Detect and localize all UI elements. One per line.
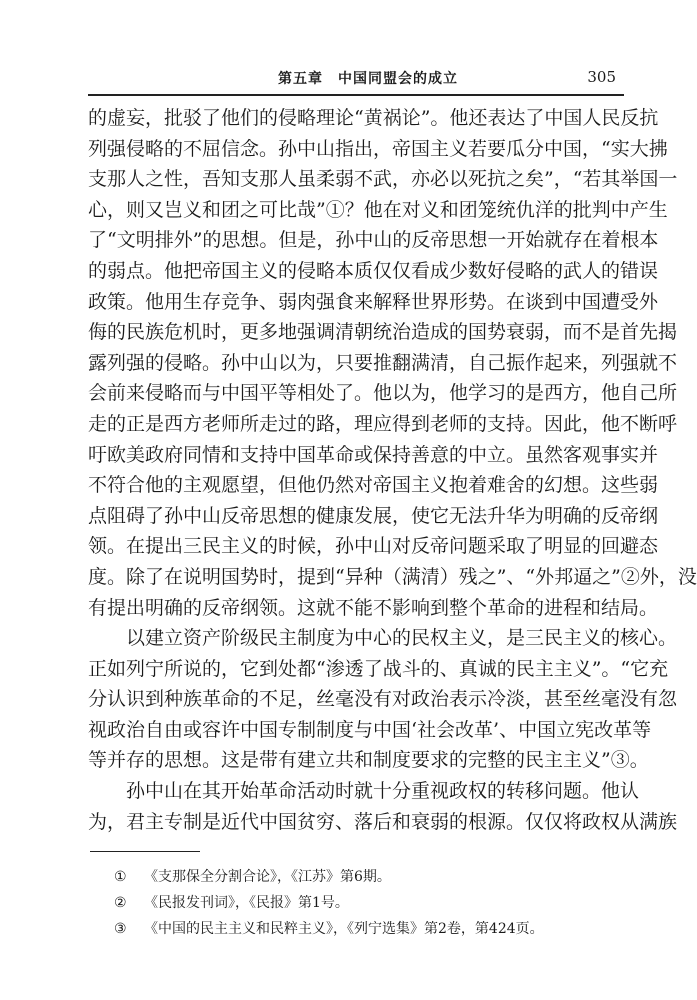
- text-line: 支那人之性，吾知支那人虽柔弱不武，亦必以死抗之矣”，“若其举国一: [88, 168, 678, 191]
- page-number: 305: [587, 68, 616, 86]
- text-line: 的虚妄，批驳了他们的侵略理论“黄祸论”。他还表达了中国人民反抗: [88, 107, 659, 129]
- text-line: 视政治自由或容许中国专制制度与中国‘社会改革’、中国立宪改革等: [88, 718, 652, 741]
- text-line: 正如列宁所说的，它到处都“渗透了战斗的、真诚的民主主义”。“它充: [88, 657, 669, 680]
- text-line: 等并存的思想。这是带有建立共和制度要求的完整的民主主义”③。: [88, 749, 649, 772]
- footnote-text: 《民报发刊词》，《民报》第1号。: [144, 895, 349, 911]
- text-line: 心，则又岂义和团之可比哉”①？他在对义和团笼统仇洋的批判中产生: [88, 198, 668, 221]
- footnote: [114, 864, 614, 890]
- footnote-text: 《中国的民主主义和民粹主义》，《列宁选集》第2卷，第424页。: [144, 921, 544, 937]
- text-line: 分认识到种族革命的不足，丝毫没有对政治表示冷淡，甚至丝毫没有忽: [88, 688, 678, 711]
- footnote: [114, 916, 614, 942]
- footnote-text: 《支那保全分割合论》，《江苏》第6期。: [144, 869, 391, 885]
- text-line: 吁欧美政府同情和支持中国革命或保持善意的中立。虽然客观事实并: [88, 443, 659, 466]
- text-line: 侮的民族危机时，更多地强调清朝统治造成的国势衰弱，而不是首先揭: [88, 321, 678, 344]
- footnote-mark: ①: [114, 869, 127, 885]
- text-line: 不符合他的主观愿望，但他仍然对帝国主义抱着难舍的幻想。这些弱: [88, 474, 659, 497]
- text-line: 为，君主专制是近代中国贫穷、落后和衰弱的根源。仅仅将政权从满族: [88, 810, 678, 833]
- footnote-rule: [90, 851, 200, 852]
- text-line: 走的正是西方老师所走过的路，理应得到老师的支持。因此，他不断呼: [88, 412, 678, 435]
- text-line: 度。除了在说明国势时，提到“异种（满清）残之”、“外邦逼之”②外，没: [88, 565, 697, 588]
- footnote-mark: ③: [114, 921, 127, 937]
- running-header: [88, 66, 624, 92]
- running-title: 第五章 中国同盟会的成立: [278, 71, 458, 87]
- paragraph-start-line: 以建立资产阶级民主制度为中心的民权主义，是三民主义的核心。: [126, 627, 678, 650]
- text-line: 的弱点。他把帝国主义的侵略本质仅仅看成少数好侵略的武人的错误: [88, 259, 659, 282]
- footnote: [114, 890, 614, 916]
- text-line: 会前来侵略而与中国平等相处了。他以为，他学习的是西方，他自己所: [88, 382, 678, 405]
- paragraph-start-line: 孙中山在其开始革命活动时就十分重视政权的转移问题。他认: [126, 780, 640, 803]
- text-line: 政策。他用生存竞争、弱肉强食来解释世界形势。在谈到中国遭受外: [88, 290, 659, 313]
- text-line: 列强侵略的不屈信念。孙中山指出，帝国主义若要瓜分中国，“实大拂: [88, 137, 668, 160]
- text-line: 露列强的侵略。孙中山以为，只要推翻满清，自己振作起来，列强就不: [88, 351, 678, 374]
- text-line: 有提出明确的反帝纲领。这就不能不影响到整个革命的进程和结局。: [88, 596, 659, 619]
- header-rule: [88, 94, 624, 96]
- footnote-mark: ②: [114, 895, 127, 911]
- footnotes: [114, 864, 614, 942]
- body-text: [88, 103, 697, 837]
- text-line: 领。在提出三民主义的时候，孙中山对反帝问题采取了明显的回避态: [88, 535, 659, 558]
- text-line: 点阻碍了孙中山反帝思想的健康发展，使它无法升华为明确的反帝纲: [88, 504, 659, 527]
- text-line: 了“文明排外”的思想。但是，孙中山的反帝思想一开始就存在着根本: [88, 229, 659, 252]
